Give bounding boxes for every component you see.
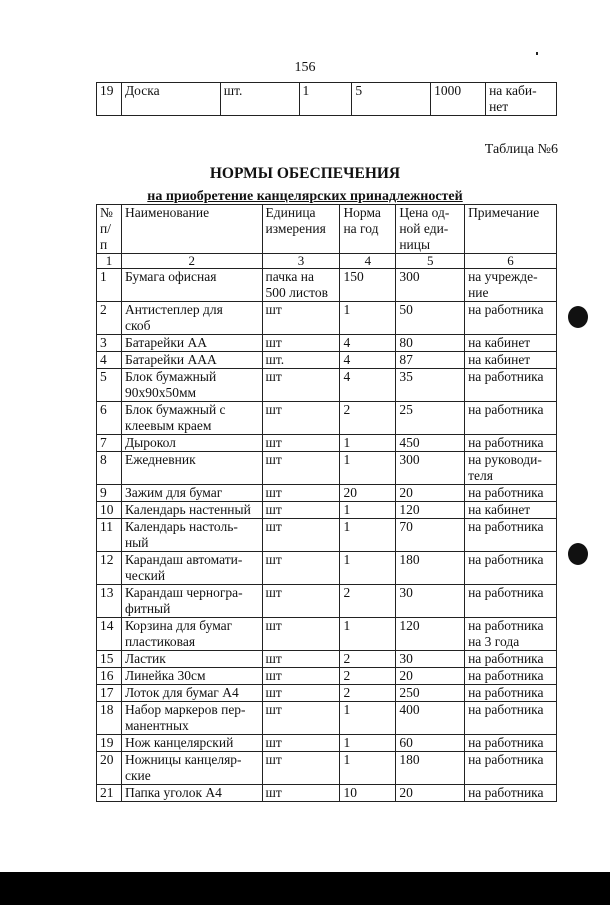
table-cell: Ластик <box>121 651 262 668</box>
norms-table <box>96 204 557 802</box>
table-cell: Календарь настоль- ный <box>121 519 262 552</box>
table-cell: 1 <box>340 435 396 452</box>
table-cell: 2 <box>340 402 396 435</box>
column-number: 4 <box>340 254 396 269</box>
table-cell: шт <box>262 335 340 352</box>
table-row <box>97 352 557 369</box>
table-cell: на работника <box>465 735 557 752</box>
table-row <box>97 452 557 485</box>
table-row <box>97 302 557 335</box>
table-cell: 4 <box>340 352 396 369</box>
table-cell: шт <box>262 502 340 519</box>
table-cell: шт <box>262 618 340 651</box>
table-cell: 16 <box>97 668 122 685</box>
table-cell: 4 <box>340 335 396 352</box>
table-cell: Батарейки АА <box>121 335 262 352</box>
table-cell: 1 <box>340 702 396 735</box>
table-cell: 5 <box>97 369 122 402</box>
table-cell: шт. <box>262 352 340 369</box>
table-cell: 1 <box>340 552 396 585</box>
table-cell: 13 <box>97 585 122 618</box>
table-cell: 80 <box>396 335 465 352</box>
table-cell: Ножницы канцеляр- ские <box>121 752 262 785</box>
table-title: НОРМЫ ОБЕСПЕЧЕНИЯ <box>209 165 401 182</box>
table-row <box>97 402 557 435</box>
table-row <box>97 435 557 452</box>
table-cell: 180 <box>396 752 465 785</box>
table-cell: на учрежде- ние <box>465 269 557 302</box>
table-cell: шт <box>262 651 340 668</box>
column-number-row <box>97 254 557 269</box>
table-cell: на работника <box>465 435 557 452</box>
table-row <box>97 485 557 502</box>
table-cell: на работника <box>465 651 557 668</box>
table-cell: Лоток для бумаг А4 <box>121 685 262 702</box>
table-cell: Блок бумажный с клеевым краем <box>121 402 262 435</box>
table-cell: 20 <box>396 785 465 802</box>
table-cell: на каби- нет <box>486 83 557 116</box>
table-cell: 30 <box>396 585 465 618</box>
column-header: № п/ п <box>97 205 122 254</box>
table-cell: 120 <box>396 502 465 519</box>
column-number: 6 <box>465 254 557 269</box>
table-row <box>97 735 557 752</box>
column-header: Цена од- ной еди- ницы <box>396 205 465 254</box>
table-cell: Батарейки ААА <box>121 352 262 369</box>
table-cell: Антистеплер для скоб <box>121 302 262 335</box>
table-cell: 1 <box>340 502 396 519</box>
table-cell: на работника <box>465 552 557 585</box>
table-cell: 70 <box>396 519 465 552</box>
table-cell: шт <box>262 302 340 335</box>
table-cell: 60 <box>396 735 465 752</box>
table-cell: 2 <box>340 651 396 668</box>
table-cell: на работника <box>465 302 557 335</box>
table-cell: на работника <box>465 785 557 802</box>
table-cell: 30 <box>396 651 465 668</box>
table-cell: 17 <box>97 685 122 702</box>
table-cell: 2 <box>97 302 122 335</box>
table-cell: шт <box>262 585 340 618</box>
column-header: Наименование <box>121 205 262 254</box>
table-cell: 1 <box>340 618 396 651</box>
table-cell: 1 <box>340 452 396 485</box>
table-cell: на работника <box>465 369 557 402</box>
table-cell: 9 <box>97 485 122 502</box>
table-cell: 120 <box>396 618 465 651</box>
table-cell: Бумага офисная <box>121 269 262 302</box>
table-cell: 250 <box>396 685 465 702</box>
table-cell: 87 <box>396 352 465 369</box>
scan-speck <box>536 52 538 55</box>
table-row <box>97 519 557 552</box>
table-row <box>97 369 557 402</box>
table-row <box>97 502 557 519</box>
table-cell: 1 <box>340 752 396 785</box>
table-cell: 7 <box>97 435 122 452</box>
table-cell: на кабинет <box>465 502 557 519</box>
table-cell: шт <box>262 519 340 552</box>
table-cell: 2 <box>340 668 396 685</box>
table-cell: шт <box>262 752 340 785</box>
table-cell: 25 <box>396 402 465 435</box>
table-row <box>97 785 557 802</box>
table-cell: на работника <box>465 752 557 785</box>
column-number: 3 <box>262 254 340 269</box>
table-caption: Таблица №6 <box>484 142 558 157</box>
table-cell: 15 <box>97 651 122 668</box>
table-cell: 20 <box>396 668 465 685</box>
table-cell: 8 <box>97 452 122 485</box>
table-cell: на работника <box>465 702 557 735</box>
table-cell: 1000 <box>431 83 486 116</box>
table-cell: шт <box>262 685 340 702</box>
table-cell: 5 <box>352 83 431 116</box>
table-cell: 14 <box>97 618 122 651</box>
table-cell: Нож канцелярский <box>121 735 262 752</box>
column-header: Единица измерения <box>262 205 340 254</box>
table-cell: Календарь настенный <box>121 502 262 519</box>
table-cell: на кабинет <box>465 335 557 352</box>
table-cell: 300 <box>396 452 465 485</box>
table-cell: Карандаш черногра- фитный <box>121 585 262 618</box>
table-cell: на работника <box>465 402 557 435</box>
table-cell: 400 <box>396 702 465 735</box>
table-cell: 20 <box>396 485 465 502</box>
table-cell: шт <box>262 702 340 735</box>
table-cell: Ежедневник <box>121 452 262 485</box>
table-cell: 19 <box>97 83 122 116</box>
table-row <box>97 335 557 352</box>
table-row <box>97 269 557 302</box>
table-cell: шт <box>262 435 340 452</box>
table-cell: на работника <box>465 485 557 502</box>
table-cell: шт <box>262 785 340 802</box>
table-cell: 10 <box>340 785 396 802</box>
column-number: 5 <box>396 254 465 269</box>
table-cell: на работника <box>465 685 557 702</box>
table-cell: 4 <box>97 352 122 369</box>
table-subtitle: на приобретение канцелярских принадлежностей <box>147 189 463 204</box>
table-cell: Дырокол <box>121 435 262 452</box>
table-cell: Доска <box>121 83 220 116</box>
table-cell: 12 <box>97 552 122 585</box>
table-cell: на руководи- теля <box>465 452 557 485</box>
table-cell: пачка на 500 листов <box>262 269 340 302</box>
table-cell: на работника <box>465 519 557 552</box>
table-cell: шт <box>262 668 340 685</box>
table-cell: 450 <box>396 435 465 452</box>
table-cell: 50 <box>396 302 465 335</box>
scan-bottom-border <box>0 872 610 905</box>
table-cell: 3 <box>97 335 122 352</box>
table-cell: 1 <box>299 83 352 116</box>
table-cell: Зажим для бумаг <box>121 485 262 502</box>
table-cell: 2 <box>340 585 396 618</box>
table-row <box>97 552 557 585</box>
table-cell: Набор маркеров пер- манентных <box>121 702 262 735</box>
table-cell: шт <box>262 452 340 485</box>
punch-hole-mark <box>568 306 588 328</box>
table-cell: на работника <box>465 585 557 618</box>
column-header: Норма на год <box>340 205 396 254</box>
page-number: 156 <box>294 60 316 75</box>
punch-hole-mark <box>568 543 588 565</box>
table-cell: 2 <box>340 685 396 702</box>
table-row <box>97 83 557 116</box>
column-header: Примечание <box>465 205 557 254</box>
table-cell: 1 <box>340 302 396 335</box>
table-cell: 20 <box>97 752 122 785</box>
table-row <box>97 585 557 618</box>
table-cell: Папка уголок А4 <box>121 785 262 802</box>
table-cell: 1 <box>97 269 122 302</box>
table-cell: на работника <box>465 668 557 685</box>
table-cell: Карандаш автомати- ческий <box>121 552 262 585</box>
table-cell: 35 <box>396 369 465 402</box>
table-cell: Корзина для бумаг пластиковая <box>121 618 262 651</box>
table-cell: шт. <box>220 83 299 116</box>
table-row <box>97 651 557 668</box>
table-cell: 18 <box>97 702 122 735</box>
table-cell: на кабинет <box>465 352 557 369</box>
table-cell: 1 <box>340 519 396 552</box>
continuation-table <box>96 82 557 116</box>
table-cell: 19 <box>97 735 122 752</box>
table-cell: Линейка 30см <box>121 668 262 685</box>
table-cell: шт <box>262 735 340 752</box>
table-cell: шт <box>262 402 340 435</box>
table-cell: шт <box>262 369 340 402</box>
table-cell: Блок бумажный 90х90х50мм <box>121 369 262 402</box>
table-row <box>97 668 557 685</box>
table-cell: 11 <box>97 519 122 552</box>
table-cell: на работника на 3 года <box>465 618 557 651</box>
table-cell: 150 <box>340 269 396 302</box>
table-cell: 4 <box>340 369 396 402</box>
table-cell: 6 <box>97 402 122 435</box>
table-row <box>97 685 557 702</box>
table-cell: шт <box>262 485 340 502</box>
table-cell: шт <box>262 552 340 585</box>
table-cell: 180 <box>396 552 465 585</box>
header-row <box>97 205 557 254</box>
table-row <box>97 752 557 785</box>
column-number: 1 <box>97 254 122 269</box>
table-cell: 1 <box>340 735 396 752</box>
table-cell: 20 <box>340 485 396 502</box>
table-cell: 10 <box>97 502 122 519</box>
column-number: 2 <box>121 254 262 269</box>
table-cell: 21 <box>97 785 122 802</box>
table-row <box>97 702 557 735</box>
table-cell: 300 <box>396 269 465 302</box>
table-row <box>97 618 557 651</box>
